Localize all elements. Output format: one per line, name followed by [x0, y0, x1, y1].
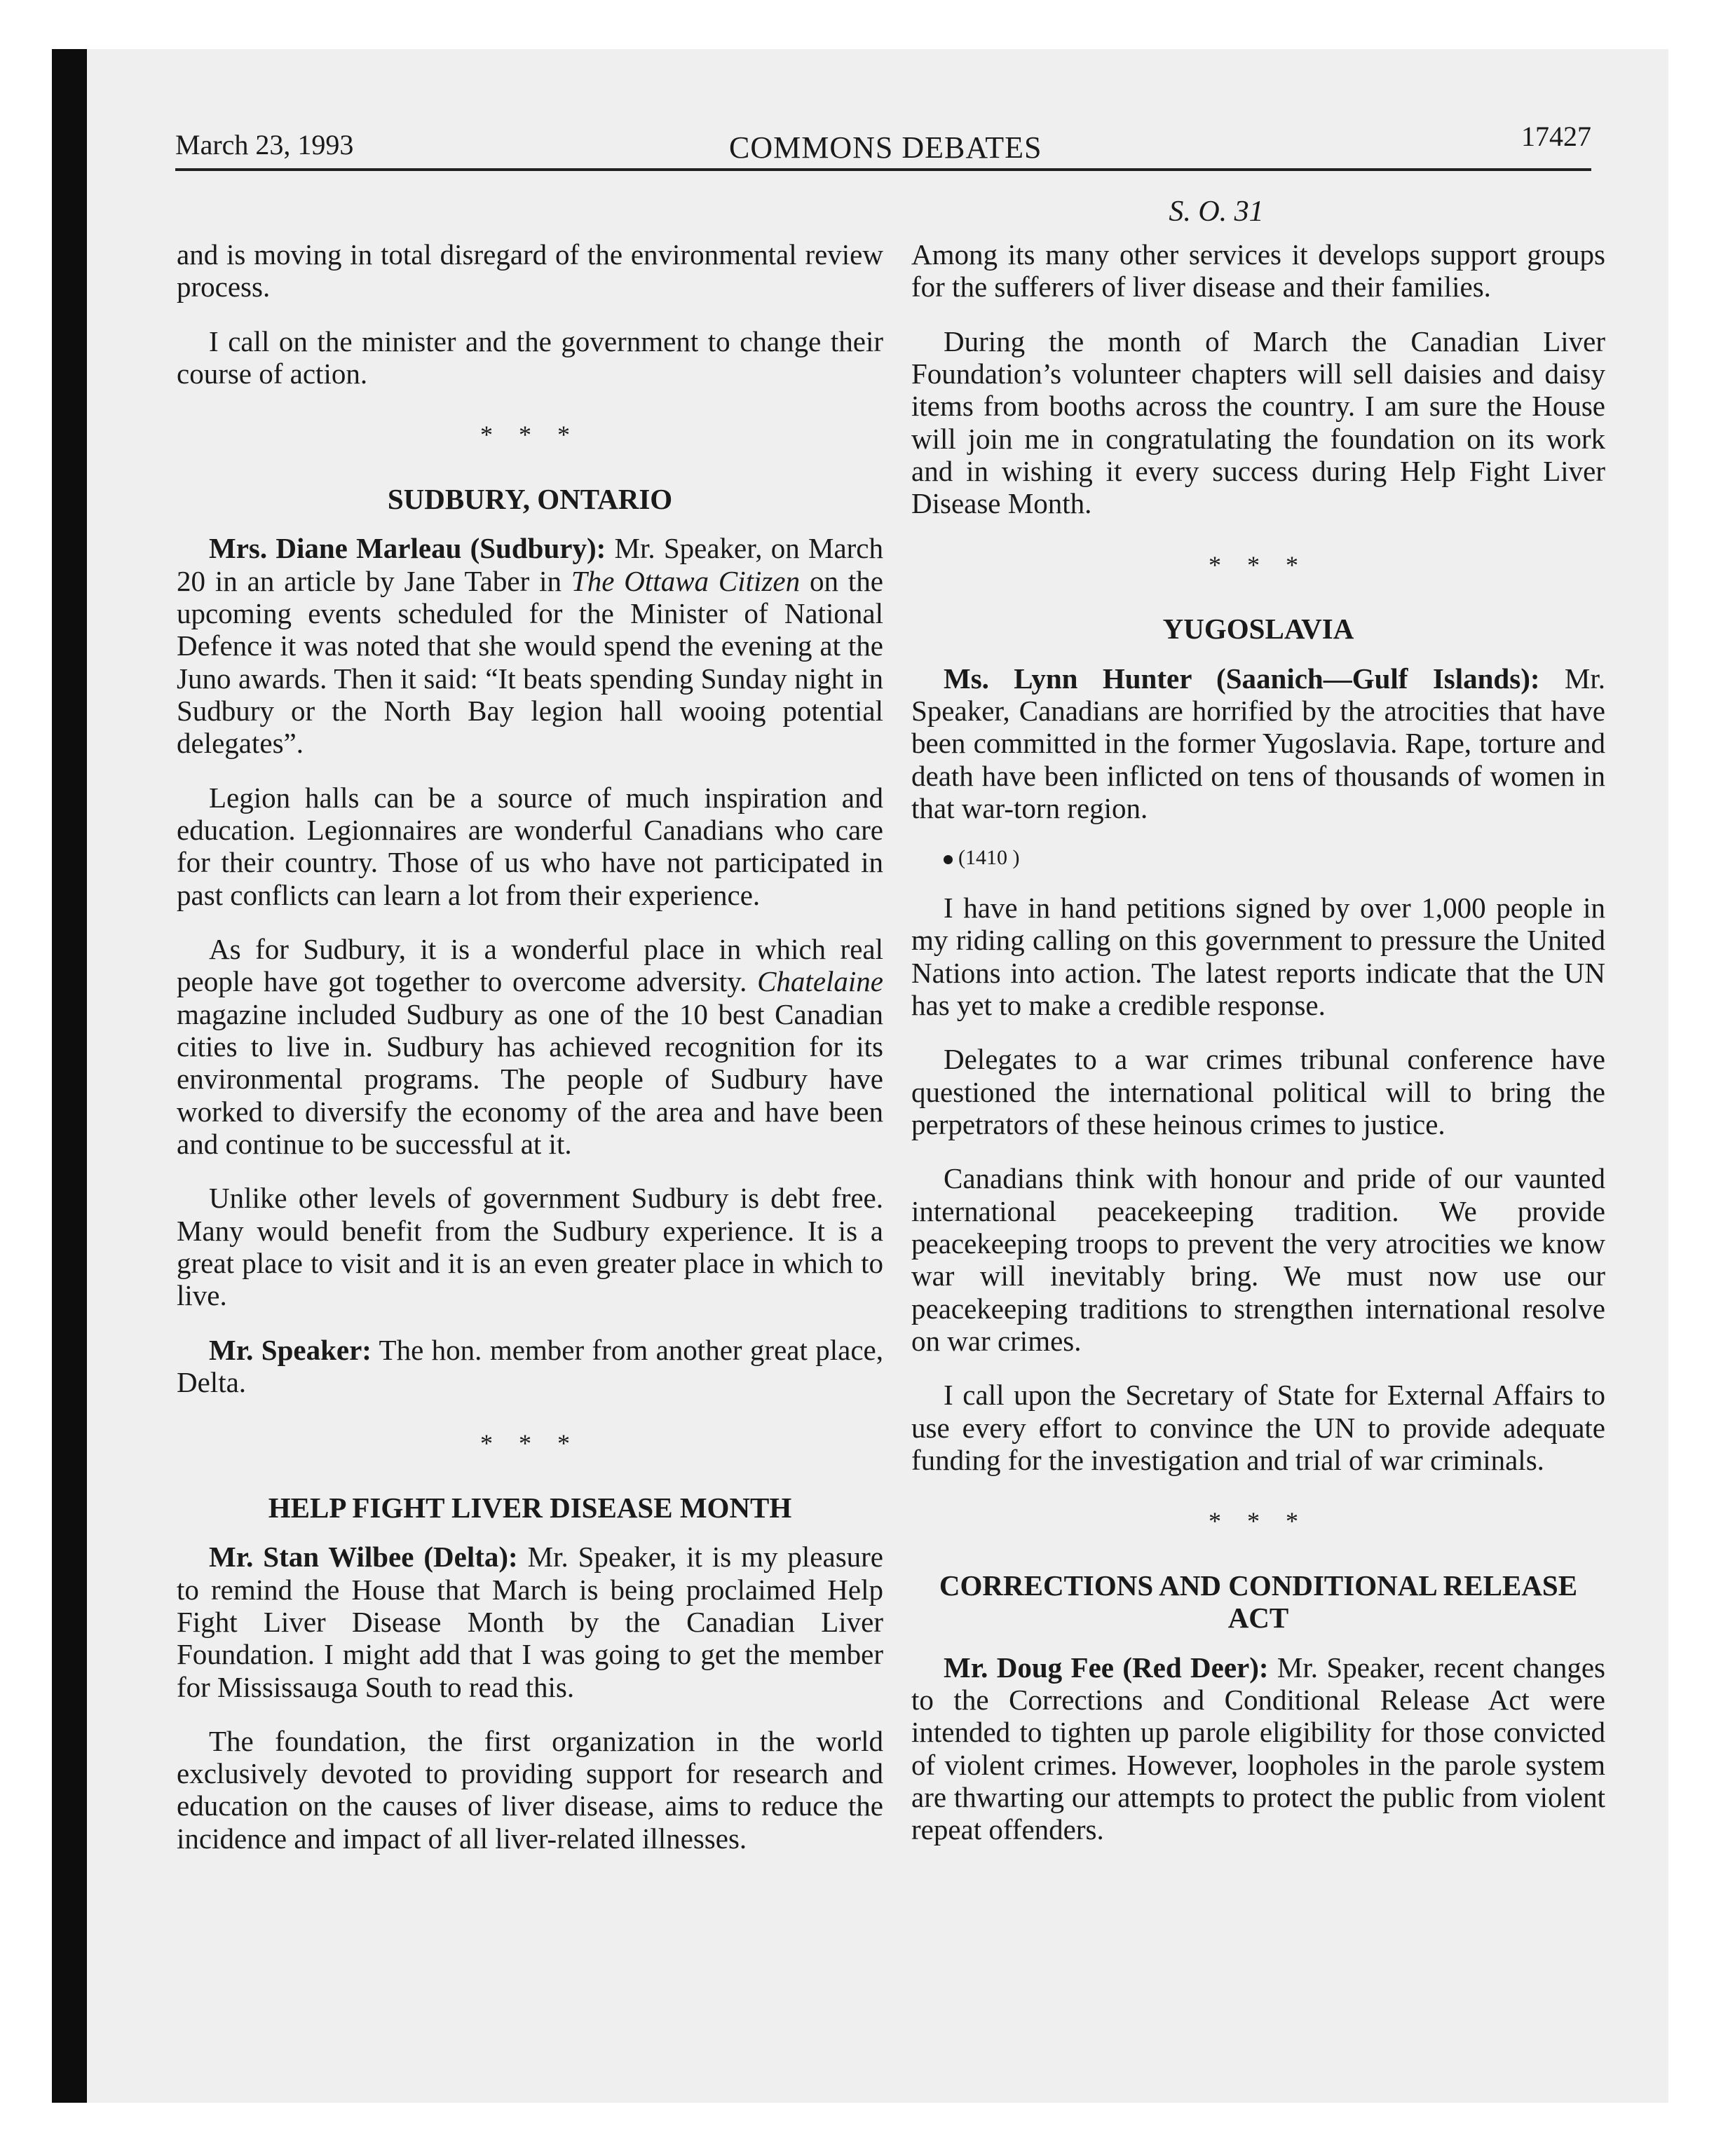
section-separator: * * * [1209, 1507, 1308, 1536]
section-heading-liver: HELP FIGHT LIVER DISEASE MONTH [268, 1491, 792, 1524]
section-separator: * * * [1209, 550, 1308, 579]
paragraph: During the month of March the Canadian Liver Foundation’s volunteer chapters will sell daisies and daisy items from booths across the country. I am sure the House will join me in congratulating the foundation on its work and in wishing it every success during Help Fight Liver Disease Month. [911, 325, 1605, 520]
bullet-dot-icon [944, 855, 953, 864]
paragraph: I call upon the Secretary of State for External Affairs to use every effort to convince the UN to provide adequate funding for the investigation and trial of war criminals. [911, 1379, 1605, 1477]
section-heading-yugoslavia: YUGOSLAVIA [1162, 613, 1354, 646]
paragraph: Ms. Lynn Hunter (Saanich—Gulf Islands): Mr. Speaker, Canadians are horrified by the atrocities that have been committed in the former Yugoslavia. Rape, torture and death have been inflicted on tens of thousands of women in that war-torn region. [911, 662, 1605, 824]
section-separator: * * * [480, 421, 580, 449]
header-title: COMMONS DEBATES [729, 130, 1042, 165]
speaker-name: Mrs. Diane Marleau (Sudbury): [209, 532, 606, 565]
paragraph: I call on the minister and the government to change their course of action. [177, 325, 883, 390]
left-column [177, 238, 883, 1876]
time-marker: (1410 ) [911, 846, 1605, 870]
section-separator: * * * [480, 1429, 580, 1458]
paragraph: Mr. Speaker: The hon. member from another great place, Delta. [177, 1333, 883, 1398]
publication-title: The Ottawa Citizen [571, 564, 801, 597]
speaker-name: Mr. Doug Fee (Red Deer): [944, 1651, 1269, 1684]
header-date: March 23, 1993 [175, 129, 354, 161]
section-heading-corrections: CORRECTIONS AND CONDITIONAL RELEASE ACT [939, 1569, 1578, 1635]
paragraph: Mr. Doug Fee (Red Deer): Mr. Speaker, recent changes to the Corrections and Conditional Release Act were intended to tighten up parole eligibility for those convicted of violent crimes. However, loopholes in the parole system are thwarting our attempts to protect the public from violent repeat offenders. [911, 1651, 1605, 1846]
paragraph: and is moving in total disregard of the environmental review process. [177, 238, 883, 303]
section-heading-sudbury: SUDBURY, ONTARIO [387, 482, 673, 515]
paragraph: Mrs. Diane Marleau (Sudbury): Mr. Speaker, on March 20 in an article by Jane Taber in The Ottawa Citizen on the upcoming events scheduled for the Minister of National Defence it was noted that she would spend the evening at the Juno awards. Then it said: “It beats spending Sunday night in Sudbury or the North Bay legion hall wooing potential delegates”. [177, 532, 883, 760]
paragraph: Among its many other services it develops support groups for the sufferers of liver disease and their families. [911, 238, 1605, 303]
paragraph: Canadians think with honour and pride of our vaunted international peacekeeping tradition. We provide peacekeeping troops to prevent the very atrocities we know war will inevitably bring. We must now use our peacekeeping traditions to strengthen international resolve on war crimes. [911, 1162, 1605, 1358]
paragraph: As for Sudbury, it is a wonderful place in which real people have got together to overcome adversity. Chatelaine magazine included Sudbury as one of the 10 best Canadian cities to live in. Sudbury has achieved recognition for its environmental programs. The people of Sudbury have worked to diversify the economy of the area and have been and continue to be successful at it. [177, 932, 883, 1160]
paragraph: Legion halls can be a source of much inspiration and education. Legionnaires are wonderful Canadians who care for their country. Those of us who have not participated in past conflicts can learn a lot from their experience. [177, 781, 883, 911]
scan-edge [52, 49, 87, 2103]
paragraph: I have in hand petitions signed by over 1,000 people in my riding calling on this government to pressure the United Nations into action. The latest reports indicate that the UN has yet to make a credible response. [911, 892, 1605, 1022]
paragraph: Unlike other levels of government Sudbury is debt free. Many would benefit from the Sudbury experience. It is a great place to visit and it is an even greater place in which to live. [177, 1182, 883, 1312]
page-header [175, 112, 1591, 171]
speaker-name: Mr. Speaker: [209, 1333, 372, 1366]
paragraph: Delegates to a war crimes tribunal conference have questioned the international political will to bring the perpetrators of these heinous crimes to justice. [911, 1043, 1605, 1141]
speaker-name: Ms. Lynn Hunter (Saanich—Gulf Islands): [944, 662, 1540, 695]
paragraph: Mr. Stan Wilbee (Delta): Mr. Speaker, it is my pleasure to remind the House that March is being proclaimed Help Fight Liver Disease Month by the Canadian Liver Foundation. I might add that I was going to get the member for Mississauga South to read this. [177, 1541, 884, 1703]
section-marker: S. O. 31 [1169, 196, 1264, 228]
right-column [911, 238, 1605, 1868]
publication-title: Chatelaine [757, 965, 883, 998]
speaker-name: Mr. Stan Wilbee (Delta): [209, 1541, 518, 1574]
header-page-number: 17427 [1521, 121, 1591, 152]
paragraph: The foundation, the first organization in the world exclusively devoted to providing support for research and education on the causes of liver disease, aims to reduce the incidence and impact of all liver-related illnesses. [177, 1724, 883, 1855]
